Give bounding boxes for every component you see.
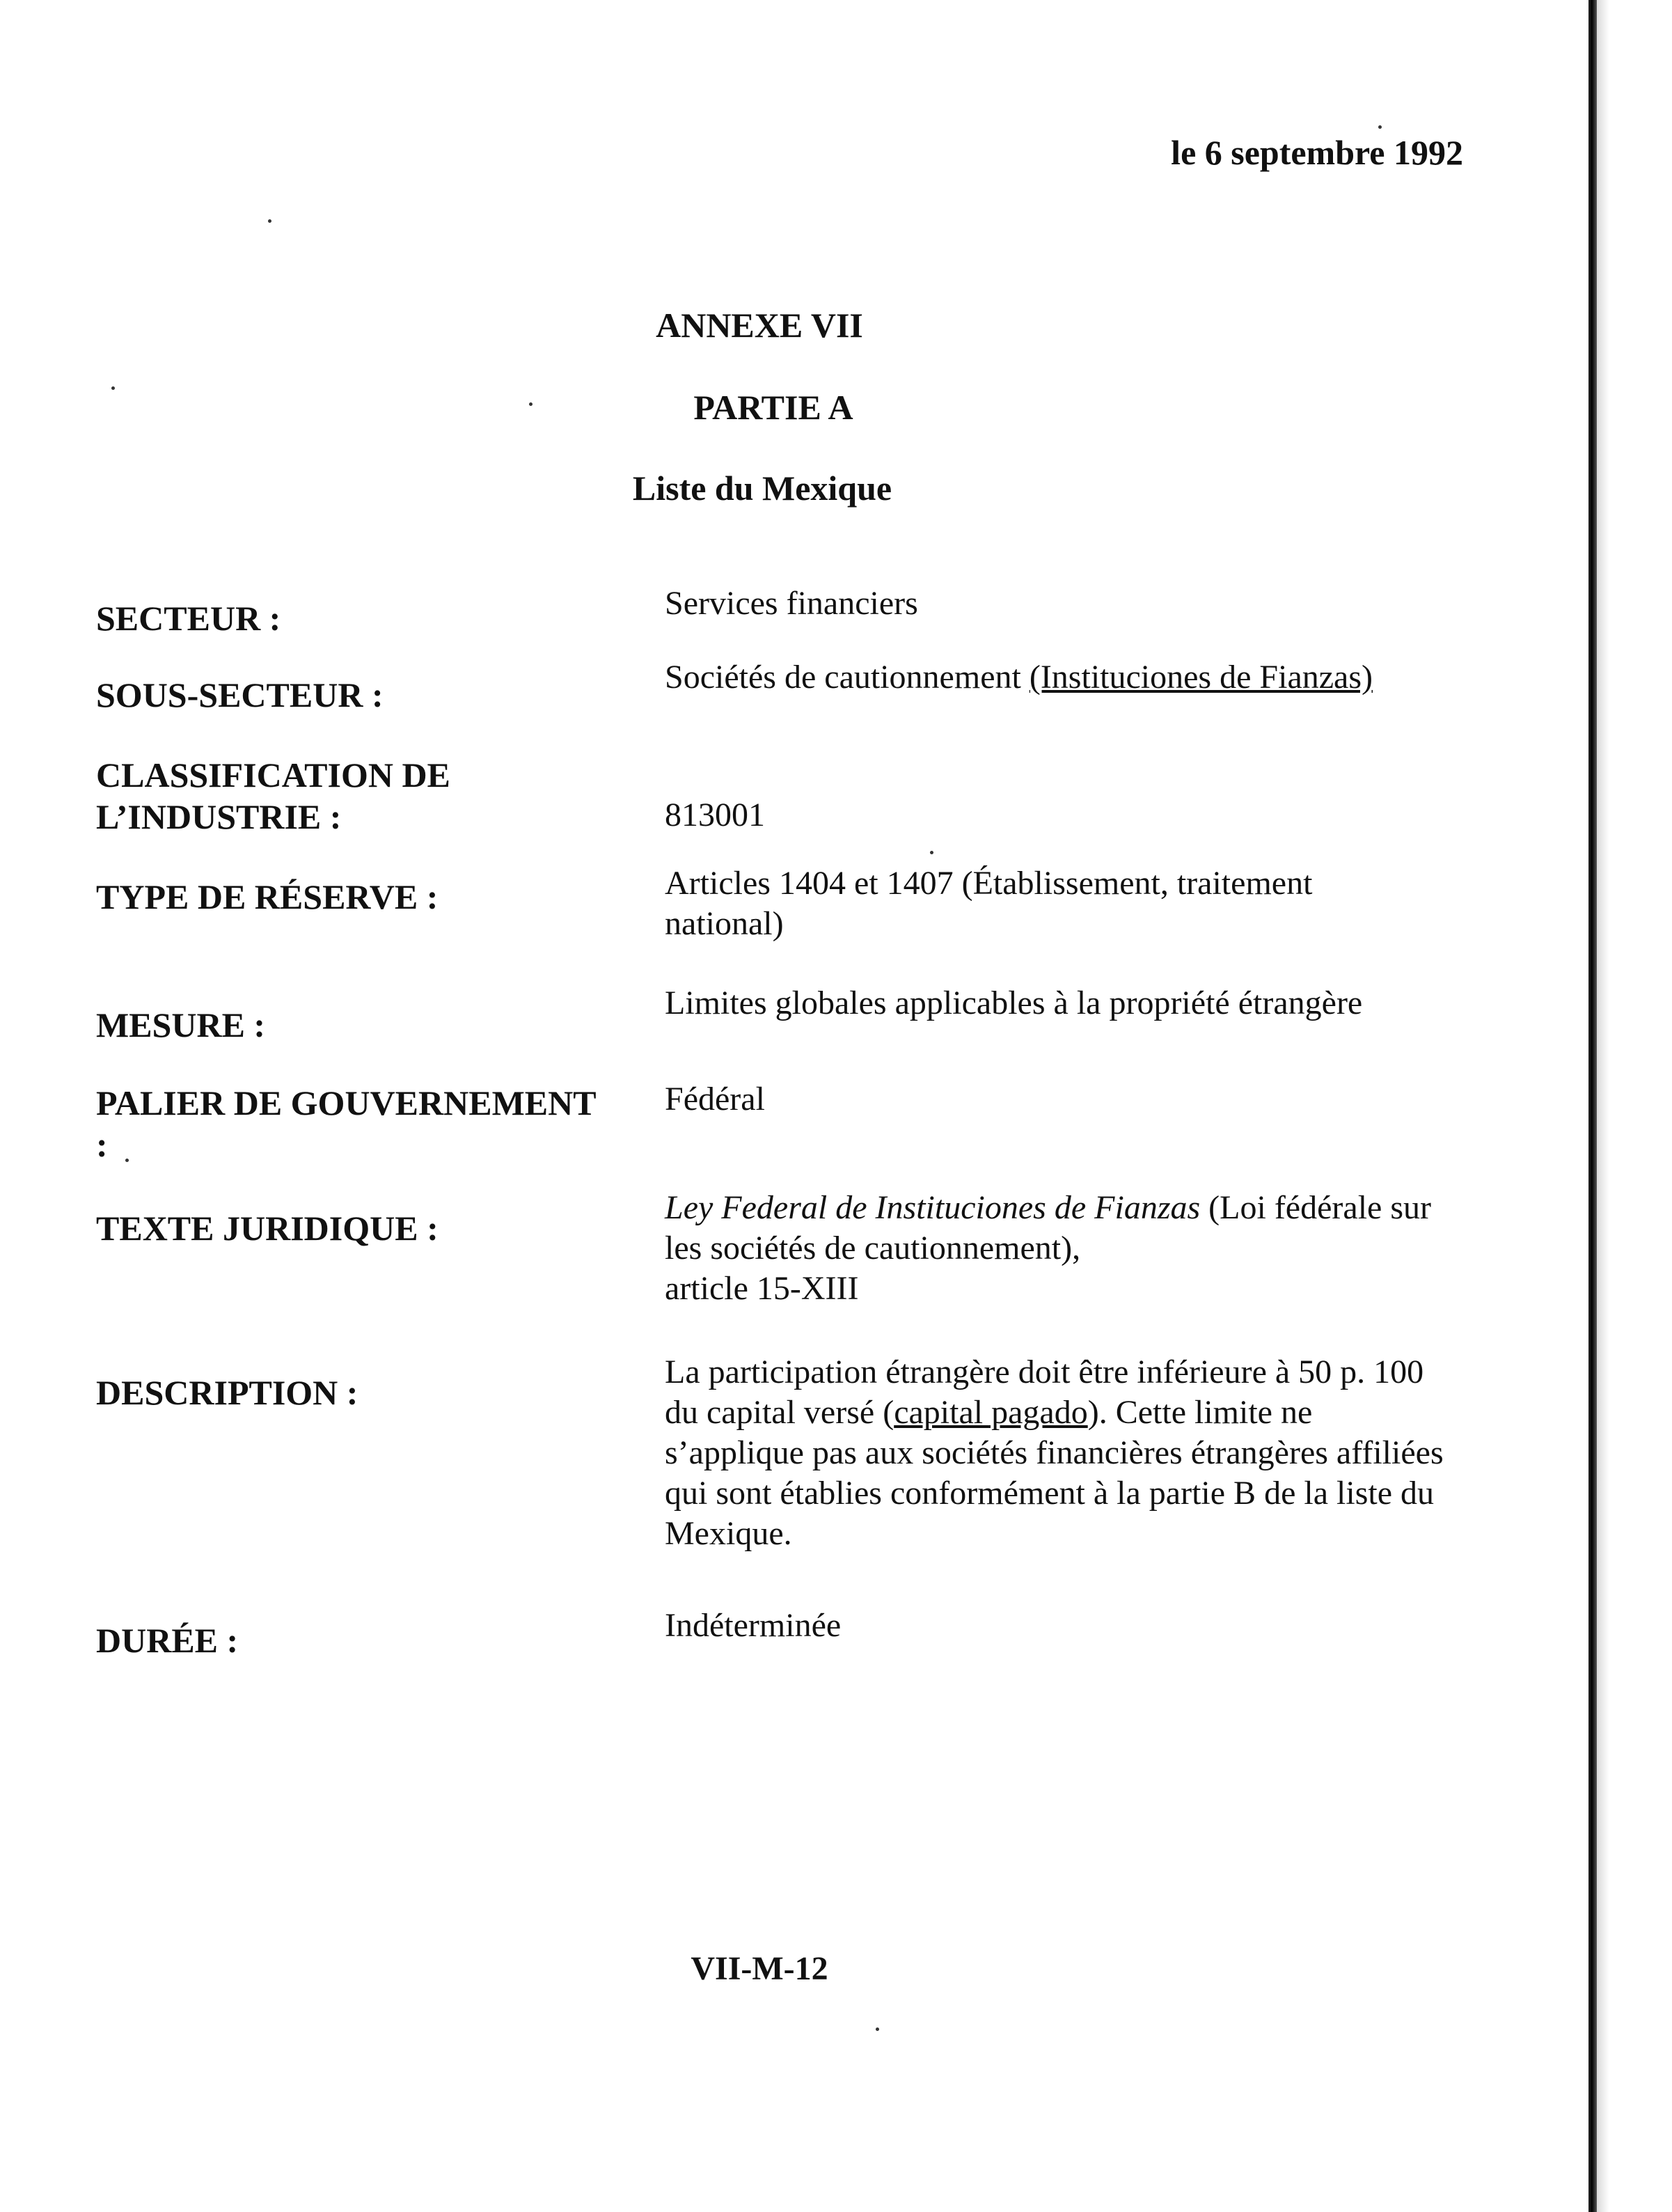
scan-speck — [1378, 125, 1382, 129]
label-classification-line1: CLASSIFICATION DE — [96, 755, 450, 794]
value-sous-secteur-prefix: Sociétés de cautionnement — [665, 659, 1030, 696]
scan-speck — [111, 386, 115, 390]
heading-partie: PARTIE A — [693, 388, 853, 427]
heading-annexe: ANNEXE VII — [656, 306, 863, 345]
value-description-spanish: capital pagado — [894, 1394, 1088, 1431]
value-description — [665, 1352, 1458, 1554]
label-palier — [96, 1082, 653, 1166]
label-secteur: SECTEUR : — [96, 599, 281, 638]
label-palier-line2: : — [96, 1125, 108, 1164]
value-sous-secteur — [665, 657, 1472, 698]
scan-edge-line — [1588, 0, 1597, 2212]
label-duree: DURÉE : — [96, 1621, 239, 1660]
value-sous-secteur-spanish: (Instituciones de Fianzas) — [1029, 659, 1373, 696]
label-classification — [96, 754, 639, 838]
value-secteur: Services financiers — [665, 585, 918, 622]
document-date: le 6 septembre 1992 — [1171, 133, 1463, 172]
value-palier: Fédéral — [665, 1081, 765, 1117]
label-description: DESCRIPTION : — [96, 1373, 358, 1412]
label-texte-juridique: TEXTE JURIDIQUE : — [96, 1209, 439, 1248]
value-classification: 813001 — [665, 797, 765, 833]
value-texte-juridique-rest: (Loi fédérale sur les sociétés de cautionnement), — [665, 1189, 1431, 1266]
scan-speck — [268, 219, 271, 223]
value-duree: Indéterminée — [665, 1607, 842, 1644]
value-type-reserve: Articles 1404 et 1407 (Établissement, traitement national) — [665, 865, 1313, 942]
label-type-reserve: TYPE DE RÉSERVE : — [96, 877, 439, 916]
value-texte-juridique-article: article 15-XIII — [665, 1270, 859, 1307]
scan-speck — [529, 402, 533, 406]
value-texte-juridique — [665, 1188, 1437, 1309]
label-sous-secteur: SOUS-SECTEUR : — [96, 675, 384, 714]
value-mesure: Limites globales applicables à la propriété étrangère — [665, 985, 1363, 1021]
label-classification-line2: L’INDUSTRIE : — [96, 797, 342, 836]
value-description-part2: ). Cette limite ne s’applique pas aux sociétés financières étrangères affiliées qui sont établies conformément à la partie B de la liste du Mexique. — [665, 1394, 1444, 1552]
value-texte-juridique-law: Ley Federal de Instituciones de Fianzas — [665, 1189, 1201, 1226]
value-description-part1: La participation étrangère doit être inférieure à 50 p. 100 du capital versé ( — [665, 1354, 1424, 1431]
scan-speck — [125, 1159, 129, 1162]
label-palier-line1: PALIER DE GOUVERNEMENT — [96, 1083, 597, 1122]
page-number: VII-M-12 — [691, 1950, 828, 1987]
scan-speck — [876, 2027, 879, 2031]
label-mesure: MESURE : — [96, 1005, 266, 1044]
scan-speck — [930, 851, 933, 854]
heading-liste: Liste du Mexique — [632, 469, 892, 508]
